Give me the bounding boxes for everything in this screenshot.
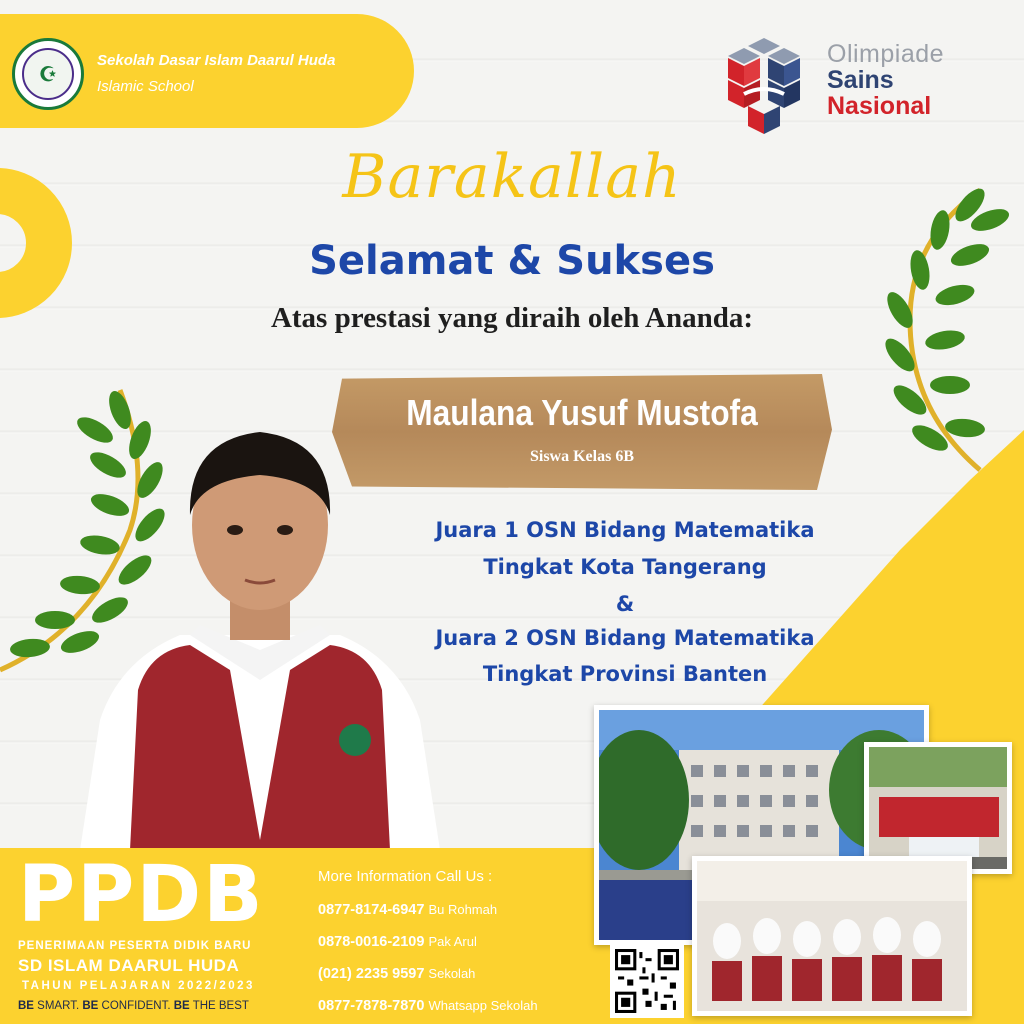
achievement-line3: Juara 2 OSN Bidang Matematika [435,626,815,650]
contact-item: 0877-7878-7870 Whatsapp Sekolah [318,998,538,1014]
achievement-amp: & [615,592,635,616]
contact-item: 0878-0016-2109 Pak Arul [318,934,477,950]
ppdb-motto: BE SMART. BE CONFIDENT. BE THE BEST [18,1000,249,1012]
info-title: More Information Call Us : [318,868,493,885]
classroom-photo [692,856,972,1016]
student-name: Maulana Yusuf Mustofa [406,392,758,433]
ppdb-line2: SD ISLAM DAARUL HUDA [18,956,240,975]
greeting-subtitle: Atas prestasi yang diraih oleh Ananda: [270,302,754,334]
ppdb-line3: TAHUN PELAJARAN 2022/2023 [22,980,255,992]
school-name: Sekolah Dasar Islam Daarul Huda [97,52,336,69]
school-crest-icon: ☪ [12,38,84,110]
qr-code-icon [610,944,684,1018]
school-subtitle: Islamic School [97,78,194,95]
greeting-script: Barakallah [342,142,682,212]
ppdb-line1: PENERIMAAN PESERTA DIDIK BARU [18,940,252,952]
osn-cube-logo-icon [714,34,814,138]
student-photo [80,420,440,850]
achievement-line2: Tingkat Kota Tangerang [483,555,767,579]
greeting-title: Selamat & Sukses [309,238,715,284]
ceremony-photo [864,742,1012,874]
student-class: Siswa Kelas 6B [529,448,634,465]
osn-line2: Sains [827,66,894,94]
osn-line3: Nasional [827,92,932,120]
osn-line1: Olimpiade [827,40,945,68]
ppdb-title: PPDB [18,850,265,940]
contact-item: (021) 2235 9597 Sekolah [318,966,476,982]
achievement-line4: Tingkat Provinsi Banten [482,662,768,686]
laurel-right-icon [870,180,1020,480]
contact-item: 0877-8174-6947 Bu Rohmah [318,902,498,918]
achievement-line1: Juara 1 OSN Bidang Matematika [435,518,815,542]
